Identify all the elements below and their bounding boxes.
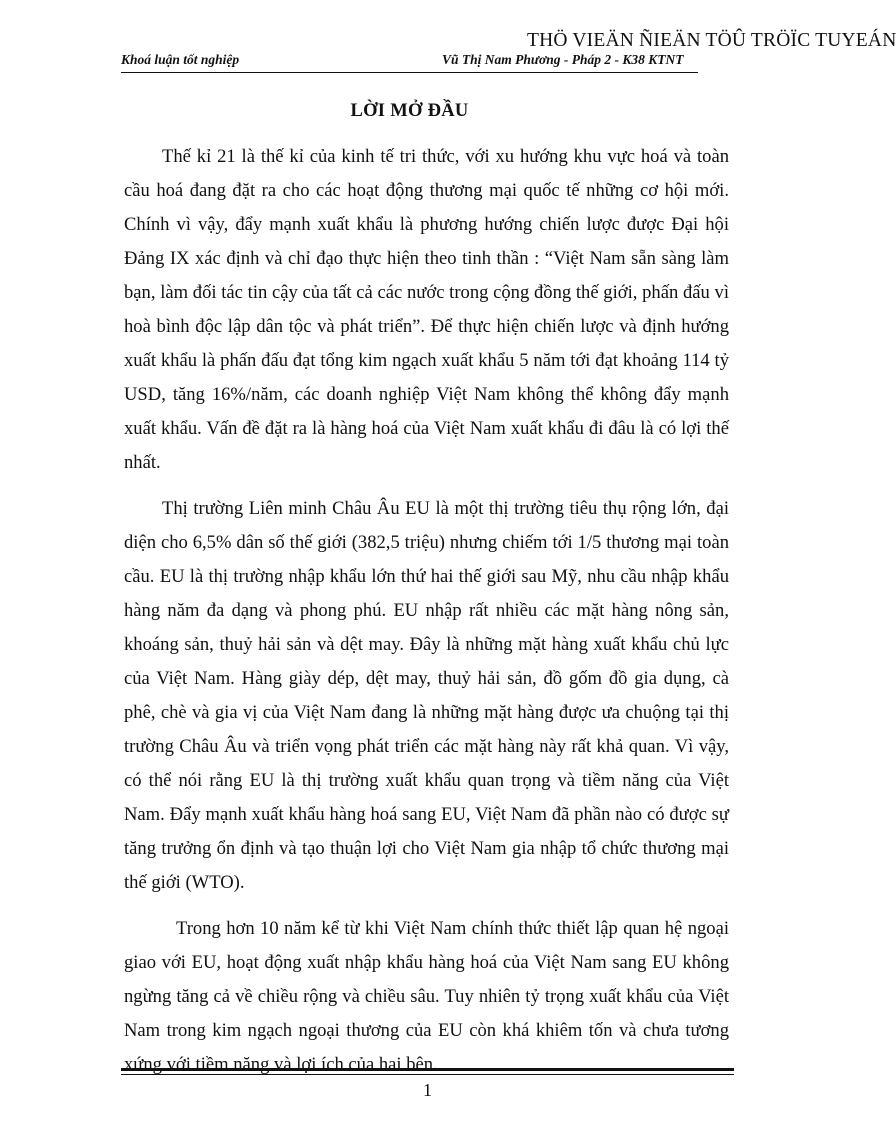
paragraph-1: Thế kỉ 21 là thế kỉ của kinh tế tri thức, với xu hướng khu vực hoá và toàn cầu hoá đang đặt ra cho các hoạt động thương mại quốc tế những cơ hội mới. Chính vì vậy, đẩy mạnh xuất khẩu là phương hướng chiến lược được Đại hội Đảng IX xác định và chỉ đạo thực hiện theo tinh thần : “Việt Nam sẵn sàng làm bạn, làm đối tác tin cậy của tất cả các nước trong cộng đồng thế giới, phấn đấu vì hoà bình độc lập dân tộc và phát triển”. Để thực hiện chiến lược và định hướng xuất khẩu là phấn đấu đạt tổng kim ngạch xuất khẩu 5 năm tới đạt khoảng 114 tỷ USD, tăng 16%/năm, các doanh nghiệp Việt Nam không thể không đẩy mạnh xuất khẩu. Vấn đề đặt ra là hàng hoá của Việt Nam xuất khẩu đi đâu là có lợi thế nhất. bbox=[124, 146, 729, 473]
paragraph-2: Thị trường Liên minh Châu Âu EU là một thị trường tiêu thụ rộng lớn, đại diện cho 6,5% dân số thế giới (382,5 triệu) nhưng chiếm tới 1/5 thương mại toàn cầu. EU là thị trường nhập khẩu lớn thứ hai thế giới sau Mỹ, nhu cầu nhập khẩu hàng năm đa dạng và phong phú. EU nhập rất nhiều các mặt hàng nông sản, khoáng sản, thuỷ hải sản và dệt may. Đây là những mặt hàng xuất khẩu chủ lực của Việt Nam. Hàng giày dép, dệt may, thuỷ hải sản, đồ gốm đồ gia dụng, cà phê, chè và gia vị của Việt Nam đang là những mặt hàng được ưa chuộng tại thị trường Châu Âu và triển vọng phát triển các mặt hàng này rất khả quan. Vì vậy, có thể nói rằng EU là thị trường xuất khẩu quan trọng và tiềm năng của Việt Nam. Đẩy mạnh xuất khẩu hàng hoá sang EU, Việt Nam đã phần nào có được sự tăng trưởng ổn định và tạo thuận lợi cho Việt Nam gia nhập tổ chức thương mại thế giới (WTO). bbox=[124, 498, 729, 893]
footer-divider-thin bbox=[121, 1074, 734, 1075]
page-title: LỜI MỞ ĐẦU bbox=[350, 101, 469, 121]
header-author: Vũ Thị Nam Phương - Pháp 2 - K38 KTNT bbox=[442, 52, 684, 67]
header-document-type: Khoá luận tốt nghiệp bbox=[121, 52, 240, 67]
body-text bbox=[124, 140, 729, 1082]
footer-divider-thick bbox=[121, 1068, 734, 1071]
header-divider bbox=[121, 72, 698, 73]
watermark-text: THÖ VIEÄN ÑIEÄN TÖÛ TRÖÏC TUYEÁN bbox=[527, 30, 896, 51]
page-header bbox=[121, 52, 695, 72]
paragraph-3: Trong hơn 10 năm kể từ khi Việt Nam chính thức thiết lập quan hệ ngoại giao với EU, hoạt động xuất nhập khẩu hàng hoá của Việt Nam sang EU không ngừng tăng cả về chiều rộng và chiều sâu. Tuy nhiên tỷ trọng xuất khẩu của Việt Nam trong kim ngạch ngoại thương của EU còn khá khiêm tốn và chưa tương xứng với tiềm năng và lợi ích của hai bên. bbox=[124, 918, 729, 1075]
page-number: 1 bbox=[423, 1080, 432, 1100]
